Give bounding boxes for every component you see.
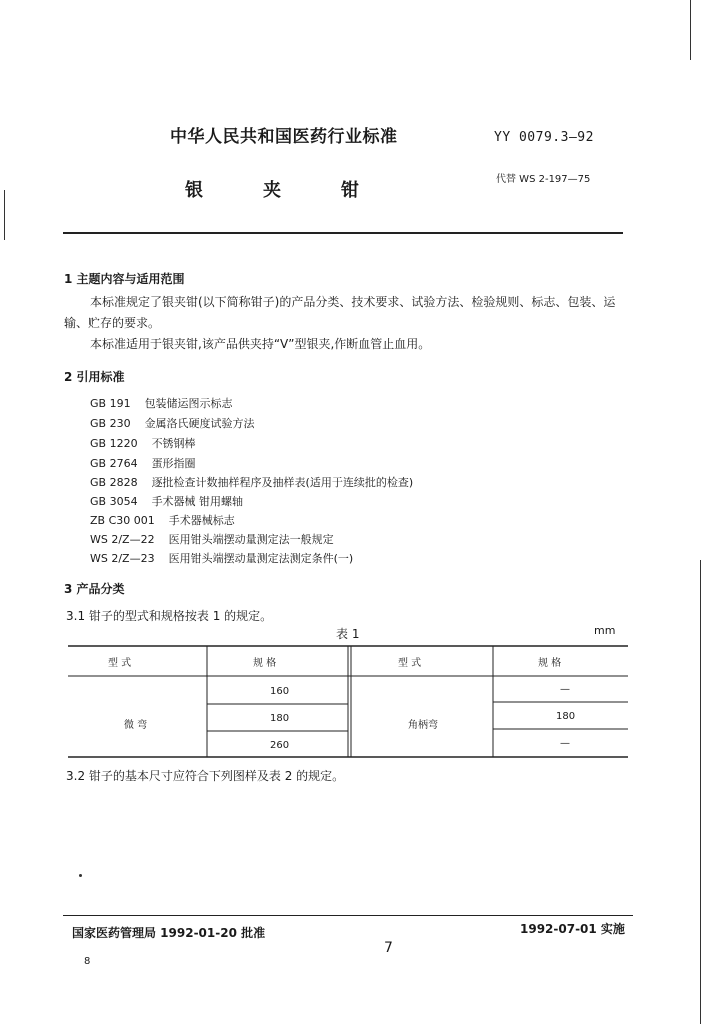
table-cell-spec: 180 <box>270 713 290 724</box>
ref-code: GB 191 <box>90 397 131 410</box>
standard-title: 中华人民共和国医药行业标准 <box>170 127 398 147</box>
table-header-spec-2: 规 格 <box>538 658 562 669</box>
section-1-para1-line1: 本标准规定了银夹钳(以下简称钳子)的产品分类、技术要求、试验方法、检验规则、标志、包装、运 <box>90 295 616 309</box>
ref-code: GB 2828 <box>90 476 138 489</box>
section-1-heading: 1 主题内容与适用范围 <box>64 272 185 286</box>
table-cell-right-type: 角柄弯 <box>408 720 438 731</box>
section-2-heading: 2 引用标准 <box>64 370 125 384</box>
table-cell-spec: 160 <box>270 686 290 697</box>
table-cell-spec: 180 <box>556 711 576 722</box>
ref-title: 不锈钢棒 <box>151 437 196 450</box>
section-1-para1-line2: 输、贮存的要求。 <box>64 316 161 330</box>
ref-title: 手术器械标志 <box>168 514 235 527</box>
replaces-note: 代替 WS 2-197—75 <box>496 174 591 185</box>
ref-title: 医用钳头端摆动量测定法测定条件(一) <box>168 552 354 565</box>
table-cell-spec: — <box>560 684 570 695</box>
implementation-note: 1992-07-01 实施 <box>520 922 625 936</box>
ref-code: WS 2/Z—22 <box>90 533 155 546</box>
ref-code: GB 3054 <box>90 495 138 508</box>
ref-code: GB 2764 <box>90 457 138 470</box>
ref-code: WS 2/Z—23 <box>90 552 155 565</box>
ref-title: 手术器械 钳用螺轴 <box>151 495 244 508</box>
clause-3-2: 3.2 钳子的基本尺寸应符合下列图样及表 2 的规定。 <box>66 769 345 783</box>
page-number: 7 <box>384 940 393 956</box>
side-number: 8 <box>84 956 91 967</box>
section-1-para2: 本标准适用于银夹钳,该产品供夹持“V”型银夹,作断血管止血用。 <box>90 337 431 351</box>
ref-title: 蛋形指圈 <box>151 457 196 470</box>
ref-code: GB 1220 <box>90 437 138 450</box>
ref-title: 逐批检查计数抽样程序及抽样表(适用于连续批的检查) <box>151 476 414 489</box>
table-header-type-2: 型 式 <box>398 658 422 669</box>
ref-title: 金属洛氏硬度试验方法 <box>144 417 255 430</box>
ref-title: 医用钳头端摆动量测定法一般规定 <box>168 533 334 546</box>
table-cell-spec: — <box>560 738 570 749</box>
scan-dot <box>79 874 82 877</box>
table-unit: mm <box>594 624 616 637</box>
standard-code: YY 0079.3—92 <box>494 130 594 145</box>
section-3-heading: 3 产品分类 <box>64 582 125 596</box>
product-title: 银夹钳 <box>185 180 419 201</box>
table-header-spec: 规 格 <box>253 658 277 669</box>
ref-code: GB 230 <box>90 417 131 430</box>
clause-3-1: 3.1 钳子的型式和规格按表 1 的规定。 <box>66 609 273 623</box>
table-caption: 表 1 <box>336 627 360 641</box>
table-cell-spec: 260 <box>270 740 290 751</box>
table-header-type: 型 式 <box>108 658 132 669</box>
approval-note: 国家医药管理局 1992-01-20 批准 <box>72 926 266 940</box>
table-cell-left-type: 微 弯 <box>124 720 148 731</box>
footer-rule <box>63 915 633 916</box>
ref-title: 包装储运图示标志 <box>144 397 233 410</box>
ref-code: ZB C30 001 <box>90 514 155 527</box>
